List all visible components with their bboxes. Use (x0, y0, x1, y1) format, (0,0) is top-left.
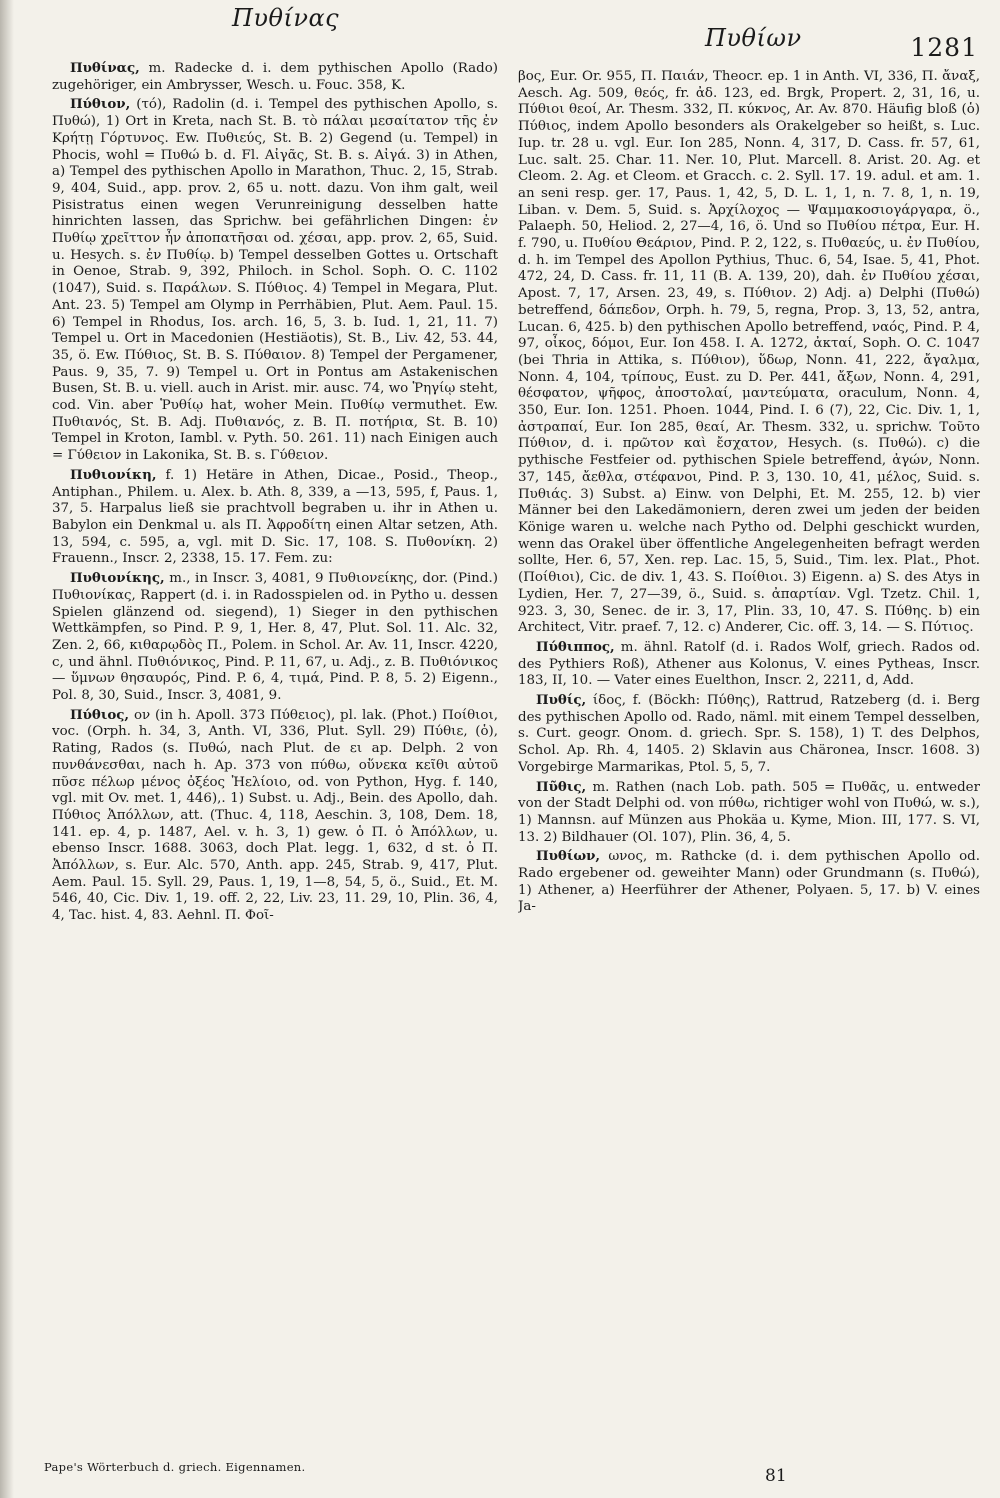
dictionary-entry (518, 779, 980, 847)
right-column (518, 68, 980, 1448)
footer-publication: Pape's Wörterbuch d. griech. Eigennamen. (44, 1460, 306, 1474)
entry-text: m. ähnl. Ratolf (d. i. Rados Wolf, griech. Rados od. des Pythiers Roß), Athener aus Kolonus, V. eines Pytheas, Inscr. 183, II, 10. — Vater eines Euelthon, Inscr. 2, 2211, d, Add. (518, 639, 980, 689)
dictionary-entry (52, 570, 498, 705)
entry-text: (τό), Radolin (d. i. Tempel des pythischen Apollo, s. Πυθώ), 1) Ort in Kreta, nach St. B. τὸ πάλαι μεσαίτατον τῆς ἐν Κρήτῃ Γόρτυνος. Ew. Πυθιεύς, St. B. 2) Gegend (u. Tempel) in Phocis, wohl = Πυθώ b. d. Fl. Αἰγᾶς, St. B. s. Αἰγά. 3) in Athen, a) Tempel des pythischen Apollo in Marathon, Thuc. 2, 15, Strab. 9, 404, Suid., app. prov. 2, 65 u. nott. dazu. Von ihm galt, weil Pisistratus einen wegen Verunreinigung desselben hatte hinrichten lassen, das Sprichw. bei gefährlichen Dingen: ἐν Πυθίῳ χρεῖττον ἦν ἀποπατῆσαι od. χέσαι, app. prov. 2, 65, Suid. u. Hesych. s. ἐν Πυθίῳ. b) Tempel desselben Gottes u. Ortschaft in Oenoe, Strab. 9, 392, Philoch. in Schol. Soph. O. C. 1102 (1047), Suid. s. Παράλων. S. Πύθιος. 4) Tempel in Megara, Plut. Ant. 23. 5) Tempel am Olymp in Perrhäbien, Plut. Aem. Paul. 15. 6) Tempel in Rhodus, Ios. arch. 16, 5, 3. b. Iud. 1, 21, 11. 7) Tempel u. Ort in Macedonien (Hestiäotis), St. B., Liv. 42, 53. 44, 35, ö. Ew. Πύθιος, St. B. S. Πύθαιον. 8) Tempel der Pergamener, Paus. 9, 35, 7. 9) Tempel u. Ort in Pontus am Astakenischen Busen, St. B. u. viell. auch in Arist. mir. ausc. 74, wo Ῥηγίῳ steht, cod. Vin. aber Ῥυθίῳ hat, woher Mein. Πυθίῳ vermuthet. Ew. Πυθιανός, St. B. Adj. Πυθιανός, z. B. Π. ποτήρια, St. B. 10) Tempel in Kroton, Iambl. v. Pyth. 50. 261. 11) nach Einigen auch = Γύθειον in Lakonika, St. B. s. Γύθειον. (52, 97, 498, 464)
page-number: 1281 (910, 33, 978, 62)
entry-text: f. 1) Hetäre in Athen, Dicae., Posid., Theop., Antiphan., Philem. u. Alex. b. Ath. 8, 339, a —13, 595, f, Paus. 1, 37, 5. Harpalus ließ sie prachtvoll begraben u. ihr in Athen u. Babylon ein Denkmal u. als Π. Ἀφροδίτη einen Altar setzen, Ath. 13, 594, c. 595, a, vgl. mit D. Sic. 17, 108. S. Πυθονίκη. 2) Frauenn., Inscr. 2, 2338, 15. 17. Fem. zu: (52, 467, 498, 567)
guide-word-right: Πυθίων (705, 24, 802, 52)
entry-headword: Πύθιον, (70, 96, 131, 113)
entry-text: βος, Eur. Or. 955, Π. Παιάν, Theocr. ep. 1 in Anth. VI, 336, Π. ἄναξ, Aesch. Ag. 509, θεός, fr. ἀδ. 123, ed. Brgk, Propert. 2, 31, 16, u. Πύθιοι θεοί, Ar. Thesm. 332, Π. κύκνος, Ar. Av. 870. Häufig bloß (ὁ) Πύθιος, indem Apollo besonders als Orakelgeber so heißt, s. Luc. Iup. tr. 28 u. vgl. Eur. Ion 285, Nonn. 4, 317, D. Cass. fr. 57, 61, Luc. salt. 25. Char. 11. Ner. 10, Plut. Marcell. 8. Arist. 20. Ag. et Cleom. 2. Ag. et Cleom. et Gracch. c. 2. Syll. 17. 19. adul. et am. 1. an seni resp. ger. 17, Paus. 1, 42, 5, D. L. 1, 1, n. 7. 8, 1, n. 19, Liban. v. Dem. 5, Suid. s. Ἀρχίλοχος — Ψαμμακοσιογάργαρα, ö., Palaeph. 50, Heliod. 2, 27—4, 16, ö. Und so Πυθίου πέτρα, Eur. H. f. 790, u. Πυθίου Θεάριον, Pind. P. 2, 122, s. Πυθαεύς, u. ἐν Πυθίου, d. h. im Tempel des Apollon Pythius, Thuc. 6, 54, Isae. 5, 41, Phot. 472, 24, D. Cass. fr. 11, 11 (B. A. 139, 20), dah. ἐν Πυθίου χέσαι, Apost. 7, 17, Arsen. 23, 49, s. Πύθιον. 2) Adj. a) Delphi (Πυθώ) betreffend, δάπεδον, Orph. h. 79, 5, regna, Prop. 3, 13, 52, antra, Lucan. 6, 425. b) den pythischen Apollo betreffend, ναός, Pind. P. 4, 97, οἶκος, δόμοι, Eur. Ion 458. I. A. 1272, ἀκταί, Soph. O. C. 1047 (bei Thria in Attika, s. Πύθιον), ὕδωρ, Nonn. 41, 222, ἄγαλμα, Nonn. 4, 104, τρίπους, Eust. zu D. Per. 441, ἄξων, Nonn. 4, 291, θέσφατον, ψῆφος, ἀποστολαί, μαντεύματα, oraculum, Nonn. 4, 350, Eur. Ion. 1251. Phoen. 1044, Pind. I. 6 (7), 22, Cic. Div. 1, 1, ἀστραπαί, Eur. Ion 285, θεαί, Ar. Thesm. 332, u. sprichw. Τοῦτο Πύθιον, d. i. πρῶτον καὶ ἔσχατον, Hesych. (s. Πυθώ). c) die pythische Festfeier od. pythischen Spiele betreffend, ἀγών, Nonn. 37, 145, ἄεθλα, στέφανοι, Pind. P. 3, 130. 10, 41, μέλος, Suid. s. Πυθιάς. 3) Subst. a) Einw. von Delphi, Et. M. 255, 12. b) vier Männer bei den Lakedämoniern, deren zwei um jeden der beiden Könige waren u. welche nach Pytho od. Delphi geschickt wurden, wenn das Orakel über öffentliche Angelegenheiten befragt werden sollte, Her. 6, 57, Xen. rep. Lac. 15, 5, Suid., Tim. lex. Plat., Phot. (Ποίθιοι), Cic. de div. 1, 43. S. Ποίθιοι. 3) Eigenn. a) S. des Atys in Lydien, Her. 7, 27—39, ö., Suid. s. ἀπαρτίαν. Vgl. Tzetz. Chil. 1, 923. 3, 30, Senec. de ir. 3, 17, Plin. 33, 10, 47. S. Πύθης. b) ein Architect, Vitr. praef. 7, 12. c) Anderer, Cic. off. 3, 14. — S. Πύτιος. (518, 69, 980, 636)
entry-text: ίδος, f. (Böckh: Πύθης), Rattrud, Ratzeberg (d. i. Berg des pythischen Apollo od. Rado, näml. mit einem Tempel desselben, s. Curt. geogr. Onom. d. griech. Spr. S. 158), 1) T. des Delphos, Schol. Ap. Rh. 4, 1405. 2) Sklavin aus Chäronea, Inscr. 1608. 3) Vorgebirge Marmarikas, Ptol. 5, 5, 7. (518, 693, 980, 775)
entry-headword: Πυθιονίκη, (70, 466, 157, 483)
dictionary-entry (52, 60, 498, 94)
entry-text: m. Radecke d. i. dem pythischen Apollo (Rado) zugehöriger, ein Ambrysser, Wesch. u. Fouc. 358, K. (52, 61, 498, 93)
dictionary-entry (518, 848, 980, 916)
dictionary-entry (518, 639, 980, 690)
binding-shadow (0, 0, 14, 1498)
entry-text: m. Rathen (nach Lob. path. 505 = Πυθᾶς, u. entweder von der Stadt Delphi od. von πύθω, richtiger wohl von Πυθώ, w. s.), 1) Mannsn. auf Münzen aus Phokäa u. Kyme, Mion. III, 177. S. VI, 13. 2) Bildhauer (Ol. 107), Plin. 36, 4, 5. (518, 779, 980, 845)
signature-mark: 81 (765, 1466, 787, 1486)
entry-headword: Πυθίων, (536, 848, 601, 865)
dictionary-entry (52, 707, 498, 925)
guide-word-left: Πυθίνας (232, 4, 340, 32)
entry-headword: Πυθίνας, (70, 60, 140, 76)
entry-headword: Πύθιος, (70, 706, 130, 723)
dictionary-entry (52, 96, 498, 464)
entry-headword: Πύθιππος, (536, 638, 615, 655)
entry-headword: Πυθίς, (536, 692, 587, 709)
entry-headword: Πῦθις, (536, 778, 587, 795)
left-column (52, 60, 498, 1440)
dictionary-entry-continued (518, 68, 980, 637)
entry-text: ον (in h. Apoll. 373 Πύθειος), pl. lak. (Phot.) Ποίθιοι, voc. (Orph. h. 34, 3, Anth. VI, 336, Plut. Syll. 29) Πύθιε, (ὁ), Rating, Rados (s. Πυθώ, nach Plut. de ει ap. Delph. 2 von πυνθάνεσθαι, nach h. Ap. 373 von πύθω, οὕνεκα κεῖθι αὐτοῦ πῦσε πέλωρ μένος ὀξέος Ἠελίοιο, od. von Python, Hyg. f. 140, vgl. mit Ov. met. 1, 446),. 1) Subst. u. Adj., Bein. des Apollo, dah. Πύθιος Ἀπόλλων, att. (Thuc. 4, 118, Aeschin. 3, 108, Dem. 18, 141. ep. 4, p. 1487, Ael. v. h. 3, 1) gew. ὁ Π. ὁ Ἀπόλλων, u. ebenso Inscr. 1688. 3063, doch Plat. legg. 1, 632, d st. ὁ Π. Ἀπόλλων, s. Eur. Alc. 570, Anth. app. 245, Strab. 9, 417, Plut. Aem. Paul. 15. Syll. 29, Paus. 1, 19, 1—8, 54, 5, ö., Suid., Et. M. 546, 40, Cic. Div. 1, 19. off. 2, 22, Liv. 23, 11. 29, 10, Plin. 36, 4, 4, Tac. hist. 4, 83. Aehnl. Π. Φοῖ- (52, 707, 498, 924)
dictionary-entry (52, 467, 498, 568)
entry-text: m., in Inscr. 3, 4081, 9 Πυθιονείκης, dor. (Pind.) Πυθιονίκας, Rappert (d. i. in Radosspielen od. in Pytho u. dessen Spielen glänzend od. siegend), 1) Sieger in den pythischen Wettkämpfen, so Pind. P. 9, 1, Her. 8, 47, Plut. Sol. 11. Alc. 32, Zen. 2, 66, κιθαρῳδὸς Π., Polem. in Schol. Ar. Av. 11, Inscr. 4220, c, und ähnl. Πυθιόνικος, Pind. P. 11, 67, u. Adj., z. B. Πυθιόνικος — ὕμνων θησαυρός, Pind. P. 6, 4, τιμά, Pind. P. 8, 5. 2) Eigenn., Pol. 8, 30, Suid., Inscr. 3, 4081, 9. (52, 571, 498, 704)
dictionary-entry (518, 692, 980, 777)
entry-text: ωνος, m. Rathcke (d. i. dem pythischen Apollo od. Rado ergebener od. geweihter Mann) oder Grundmann (s. Πυθώ), 1) Athener, a) Heerführer der Athener, Polyaen. 5, 17. b) V. eines Ja- (518, 849, 980, 915)
entry-headword: Πυθιονίκης, (70, 570, 165, 587)
